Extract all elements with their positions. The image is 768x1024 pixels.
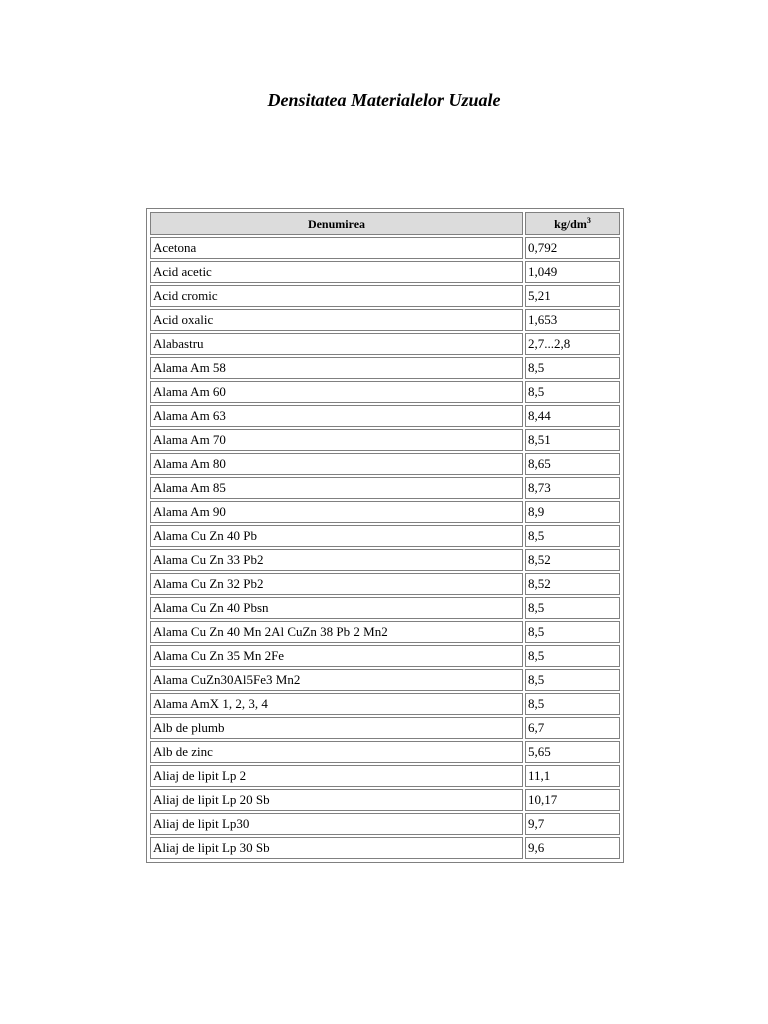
density-value-cell: 8,9 [525,501,620,523]
material-name-cell: Acid oxalic [150,309,523,331]
document-title: Densitatea Materialelor Uzuale [267,90,501,110]
density-value-cell: 1,049 [525,261,620,283]
column-header-name: Denumirea [150,212,523,235]
material-name-cell: Alama AmX 1, 2, 3, 4 [150,693,523,715]
table-row [150,717,620,739]
table-row [150,333,620,355]
material-name-cell: Acid cromic [150,285,523,307]
material-name-cell: Alama Am 58 [150,357,523,379]
density-value-cell: 8,65 [525,453,620,475]
table-row [150,573,620,595]
density-value-cell: 5,65 [525,741,620,763]
density-value-cell: 8,5 [525,669,620,691]
material-name-cell: Alama Cu Zn 40 Pb [150,525,523,547]
table-row [150,837,620,859]
density-value-cell: 6,7 [525,717,620,739]
material-name-cell: Alb de zinc [150,741,523,763]
material-name-cell: Aliaj de lipit Lp 20 Sb [150,789,523,811]
table-row [150,261,620,283]
material-name-cell: Alama Cu Zn 35 Mn 2Fe [150,645,523,667]
table-body [150,237,620,859]
material-name-cell: Alama Am 80 [150,453,523,475]
density-value-cell: 10,17 [525,789,620,811]
density-value-cell: 2,7...2,8 [525,333,620,355]
density-table [148,210,622,861]
material-name-cell: Alama Am 90 [150,501,523,523]
material-name-cell: Alama Am 85 [150,477,523,499]
table-row [150,765,620,787]
material-name-cell: Alama Cu Zn 33 Pb2 [150,549,523,571]
table-row [150,453,620,475]
material-name-cell: Aliaj de lipit Lp30 [150,813,523,835]
density-value-cell: 9,7 [525,813,620,835]
density-value-cell: 8,52 [525,573,620,595]
density-value-cell: 8,5 [525,693,620,715]
density-value-cell: 8,5 [525,525,620,547]
density-value-cell: 9,6 [525,837,620,859]
material-name-cell: Acid acetic [150,261,523,283]
material-name-cell: Alama Am 60 [150,381,523,403]
density-value-cell: 11,1 [525,765,620,787]
table-row [150,357,620,379]
density-value-cell: 0,792 [525,237,620,259]
table-row [150,669,620,691]
density-value-cell: 8,73 [525,477,620,499]
table-row [150,429,620,451]
table-row [150,741,620,763]
density-value-cell: 8,44 [525,405,620,427]
column-header-unit [525,212,620,235]
material-name-cell: Aliaj de lipit Lp 30 Sb [150,837,523,859]
table-row [150,381,620,403]
density-value-cell: 1,653 [525,309,620,331]
table-row [150,501,620,523]
table-row [150,645,620,667]
table-row [150,405,620,427]
density-value-cell: 5,21 [525,285,620,307]
density-value-cell: 8,5 [525,597,620,619]
unit-exponent: 3 [586,215,591,225]
table-row [150,549,620,571]
material-name-cell: Alama Cu Zn 40 Mn 2Al CuZn 38 Pb 2 Mn2 [150,621,523,643]
material-name-cell: Alama Am 70 [150,429,523,451]
density-value-cell: 8,5 [525,357,620,379]
density-value-cell: 8,52 [525,549,620,571]
material-name-cell: Alb de plumb [150,717,523,739]
table-row [150,285,620,307]
table-row [150,477,620,499]
material-name-cell: Alama CuZn30Al5Fe3 Mn2 [150,669,523,691]
density-table-frame [146,208,624,863]
table-row [150,525,620,547]
material-name-cell: Alama Cu Zn 40 Pbsn [150,597,523,619]
table-row [150,789,620,811]
density-value-cell: 8,5 [525,381,620,403]
material-name-cell: Alama Am 63 [150,405,523,427]
density-value-cell: 8,5 [525,621,620,643]
material-name-cell: Aliaj de lipit Lp 2 [150,765,523,787]
table-row [150,237,620,259]
table-row [150,813,620,835]
density-value-cell: 8,51 [525,429,620,451]
table-row [150,597,620,619]
density-value-cell: 8,5 [525,645,620,667]
material-name-cell: Alama Cu Zn 32 Pb2 [150,573,523,595]
table-row [150,693,620,715]
unit-base: kg/dm [554,216,587,231]
table-row [150,309,620,331]
material-name-cell: Alabastru [150,333,523,355]
table-row [150,621,620,643]
table-header-row [150,212,620,235]
material-name-cell: Acetona [150,237,523,259]
